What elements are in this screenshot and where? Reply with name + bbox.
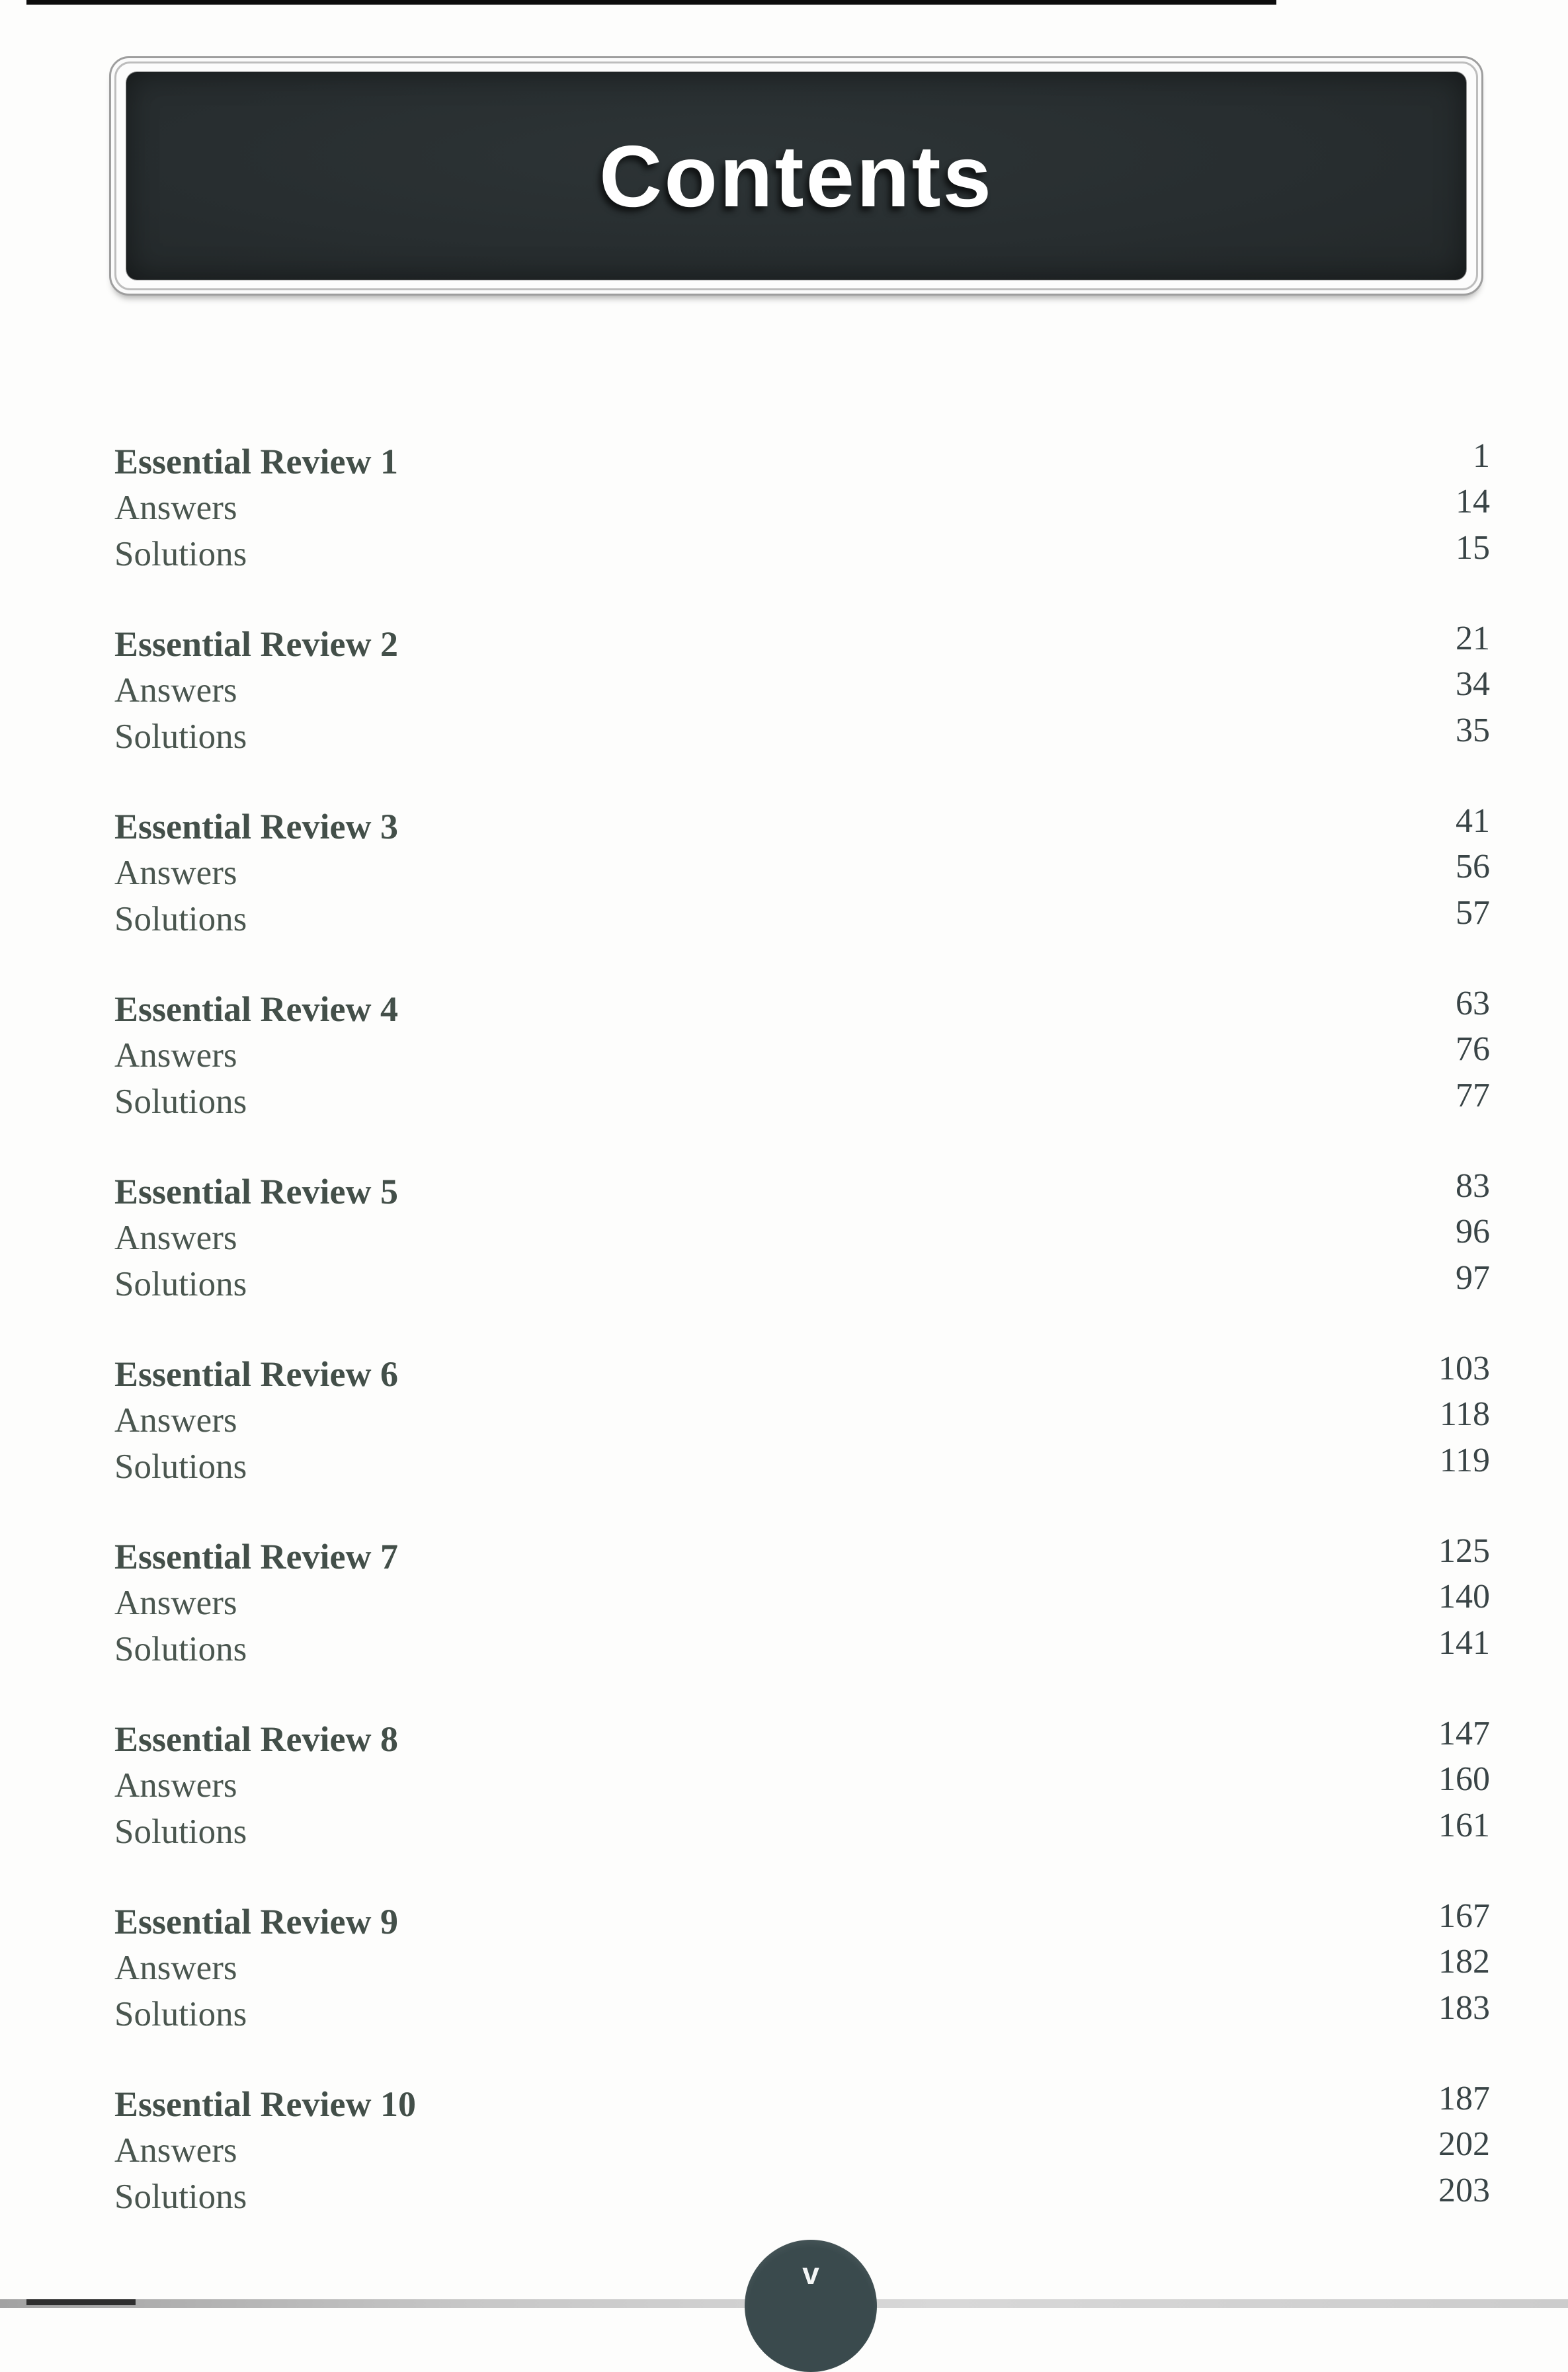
answers-page-number: 34 bbox=[1456, 665, 1490, 703]
solutions-label: Solutions bbox=[114, 900, 247, 938]
entry-title: Essential Review 3 bbox=[114, 807, 398, 846]
toc-entry bbox=[114, 1899, 1490, 2037]
toc-answers-row bbox=[114, 1397, 1490, 1444]
solutions-page-number: 97 bbox=[1456, 1259, 1490, 1297]
toc-solutions-row bbox=[114, 1444, 1490, 1490]
solutions-label: Solutions bbox=[114, 1083, 247, 1121]
answers-label: Answers bbox=[114, 1219, 237, 1257]
toc-title-row bbox=[114, 986, 1490, 1032]
toc-entry bbox=[114, 2081, 1490, 2220]
toc-solutions-row bbox=[114, 896, 1490, 942]
bottom-edge-dark-segment bbox=[26, 2299, 136, 2305]
answers-label: Answers bbox=[114, 2131, 237, 2170]
answers-label: Answers bbox=[114, 1766, 237, 1805]
entry-title: Essential Review 2 bbox=[114, 624, 398, 664]
toc-entry bbox=[114, 438, 1490, 577]
toc-solutions-row bbox=[114, 1991, 1490, 2037]
solutions-label: Solutions bbox=[114, 1995, 247, 2033]
solutions-label: Solutions bbox=[114, 1265, 247, 1303]
entry-page-number: 83 bbox=[1456, 1167, 1490, 1205]
toc-answers-row bbox=[114, 1580, 1490, 1626]
toc-title-row bbox=[114, 803, 1490, 850]
solutions-label: Solutions bbox=[114, 1813, 247, 1851]
answers-page-number: 202 bbox=[1438, 2125, 1490, 2163]
entry-page-number: 187 bbox=[1438, 2080, 1490, 2117]
answers-label: Answers bbox=[114, 1949, 237, 1987]
solutions-page-number: 119 bbox=[1439, 1442, 1490, 1479]
answers-label: Answers bbox=[114, 1584, 237, 1622]
solutions-label: Solutions bbox=[114, 2178, 247, 2216]
solutions-page-number: 161 bbox=[1438, 1807, 1490, 1844]
answers-page-number: 96 bbox=[1456, 1213, 1490, 1250]
entry-title: Essential Review 1 bbox=[114, 442, 398, 481]
banner-frame bbox=[114, 61, 1478, 290]
solutions-label: Solutions bbox=[114, 535, 247, 573]
entry-page-number: 167 bbox=[1438, 1897, 1490, 1935]
toc-title-row bbox=[114, 1168, 1490, 1215]
answers-page-number: 118 bbox=[1439, 1395, 1490, 1433]
toc-solutions-row bbox=[114, 1261, 1490, 1307]
entry-page-number: 21 bbox=[1456, 620, 1490, 657]
answers-label: Answers bbox=[114, 671, 237, 710]
entry-page-number: 41 bbox=[1456, 802, 1490, 840]
toc-answers-row bbox=[114, 1945, 1490, 1991]
solutions-page-number: 15 bbox=[1456, 529, 1490, 567]
entry-page-number: 1 bbox=[1473, 437, 1490, 475]
toc-title-row bbox=[114, 1534, 1490, 1580]
toc-answers-row bbox=[114, 1032, 1490, 1079]
entry-page-number: 125 bbox=[1438, 1532, 1490, 1570]
answers-label: Answers bbox=[114, 489, 237, 527]
page-number-circle bbox=[745, 2240, 877, 2372]
page-title: Contents bbox=[599, 127, 993, 225]
toc-answers-row bbox=[114, 850, 1490, 896]
toc-solutions-row bbox=[114, 1626, 1490, 1672]
toc-title-row bbox=[114, 1351, 1490, 1397]
toc-title-row bbox=[114, 2081, 1490, 2127]
toc-entry bbox=[114, 803, 1490, 942]
entry-title: Essential Review 9 bbox=[114, 1902, 398, 1942]
toc-title-row bbox=[114, 438, 1490, 485]
answers-page-number: 160 bbox=[1438, 1760, 1490, 1798]
top-edge-bar bbox=[26, 0, 1276, 5]
toc-list bbox=[114, 438, 1490, 2264]
entry-title: Essential Review 4 bbox=[114, 989, 398, 1029]
solutions-page-number: 203 bbox=[1438, 2172, 1490, 2209]
toc-solutions-row bbox=[114, 531, 1490, 577]
toc-title-row bbox=[114, 1716, 1490, 1762]
answers-label: Answers bbox=[114, 1036, 237, 1075]
answers-page-number: 14 bbox=[1456, 483, 1490, 520]
answers-page-number: 140 bbox=[1438, 1578, 1490, 1615]
entry-title: Essential Review 8 bbox=[114, 1719, 398, 1759]
entry-title: Essential Review 7 bbox=[114, 1537, 398, 1576]
toc-solutions-row bbox=[114, 714, 1490, 760]
entry-title: Essential Review 6 bbox=[114, 1354, 398, 1394]
answers-label: Answers bbox=[114, 854, 237, 892]
answers-page-number: 76 bbox=[1456, 1030, 1490, 1068]
toc-entry bbox=[114, 986, 1490, 1125]
entry-page-number: 103 bbox=[1438, 1350, 1490, 1387]
solutions-page-number: 183 bbox=[1438, 1989, 1490, 2027]
toc-entry bbox=[114, 1168, 1490, 1307]
solutions-page-number: 141 bbox=[1438, 1624, 1490, 1662]
solutions-label: Solutions bbox=[114, 717, 247, 756]
entry-page-number: 63 bbox=[1456, 985, 1490, 1022]
answers-page-number: 182 bbox=[1438, 1943, 1490, 1981]
contents-banner bbox=[109, 56, 1483, 296]
entry-title: Essential Review 10 bbox=[114, 2084, 416, 2124]
toc-title-row bbox=[114, 1899, 1490, 1945]
entry-title: Essential Review 5 bbox=[114, 1172, 398, 1211]
toc-solutions-row bbox=[114, 2174, 1490, 2220]
solutions-page-number: 57 bbox=[1456, 894, 1490, 932]
page-number-label: v bbox=[802, 2256, 819, 2291]
solutions-page-number: 77 bbox=[1456, 1077, 1490, 1114]
toc-answers-row bbox=[114, 667, 1490, 714]
toc-title-row bbox=[114, 621, 1490, 667]
toc-answers-row bbox=[114, 485, 1490, 531]
toc-answers-row bbox=[114, 1215, 1490, 1261]
toc-solutions-row bbox=[114, 1809, 1490, 1855]
solutions-label: Solutions bbox=[114, 1630, 247, 1668]
entry-page-number: 147 bbox=[1438, 1715, 1490, 1752]
toc-entry bbox=[114, 1534, 1490, 1672]
toc-answers-row bbox=[114, 1762, 1490, 1809]
toc-answers-row bbox=[114, 2127, 1490, 2174]
answers-page-number: 56 bbox=[1456, 848, 1490, 885]
toc-entry bbox=[114, 1351, 1490, 1490]
solutions-label: Solutions bbox=[114, 1448, 247, 1486]
toc-entry bbox=[114, 621, 1490, 760]
banner-panel bbox=[126, 72, 1466, 280]
answers-label: Answers bbox=[114, 1401, 237, 1440]
solutions-page-number: 35 bbox=[1456, 712, 1490, 749]
toc-entry bbox=[114, 1716, 1490, 1855]
toc-solutions-row bbox=[114, 1079, 1490, 1125]
